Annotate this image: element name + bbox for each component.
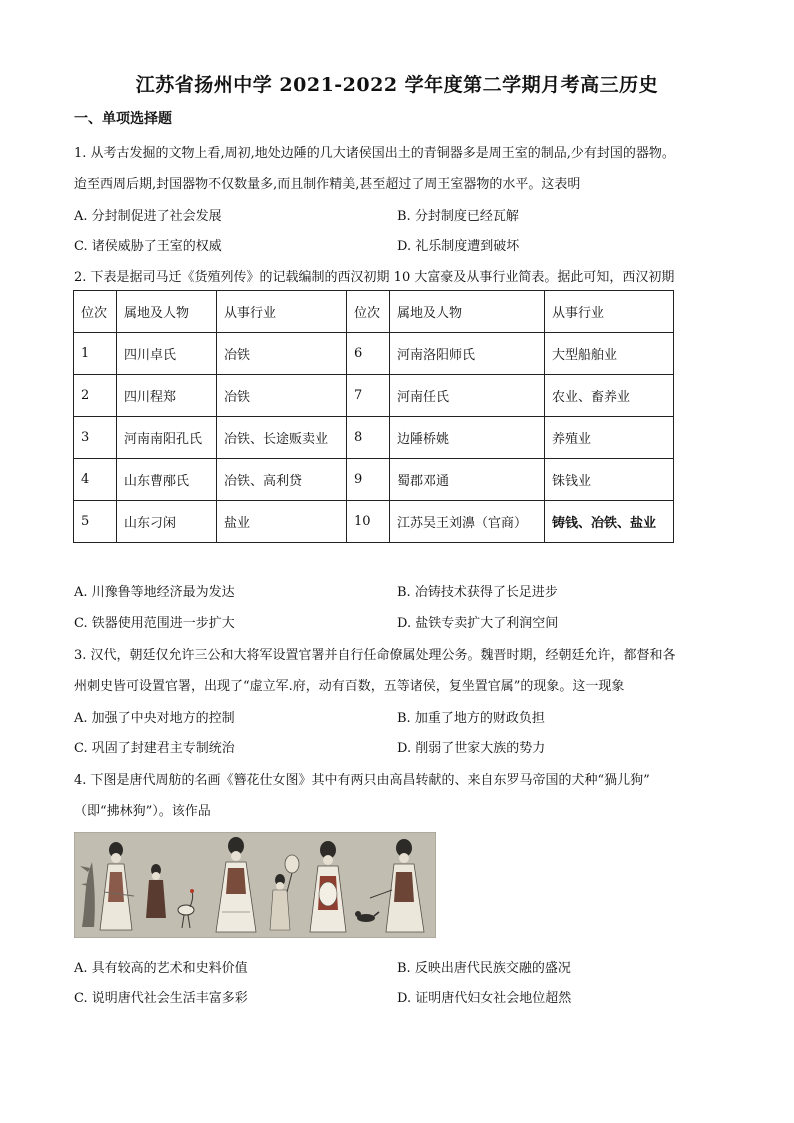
table-cell: 盐业 <box>217 501 347 543</box>
question-2-option-b: B. 冶铸技术获得了长足进步 <box>397 585 558 600</box>
table-cell: 冶铁 <box>217 375 347 417</box>
question-4-option-a: A. 具有较高的艺术和史料价值 <box>74 961 248 976</box>
table-cell: 大型船舶业 <box>545 333 674 375</box>
table-cell: 2 <box>74 375 117 417</box>
table-header-row <box>74 291 674 333</box>
question-1-option-d: D. 礼乐制度遭到破坏 <box>397 239 520 254</box>
table-row <box>74 501 674 543</box>
header-industry: 从事行业 <box>217 291 347 333</box>
question-2-option-a: A. 川豫鲁等地经济最为发达 <box>74 585 235 600</box>
table-cell: 1 <box>74 333 117 375</box>
question-3-option-a: A. 加强了中央对地方的控制 <box>74 711 235 726</box>
question-1-option-b: B. 分封制度已经瓦解 <box>397 209 519 224</box>
question-1-text-line-2: 迨至西周后期,封国器物不仅数量多,而且制作精美,甚至超过了周王室器物的水平。这表明 <box>74 177 581 192</box>
question-3-option-d: D. 削弱了世家大族的势力 <box>397 741 546 756</box>
table-row <box>74 459 674 501</box>
table-cell: 冶铁 <box>217 333 347 375</box>
table-cell: 蜀郡邓通 <box>390 459 545 501</box>
question-3-option-c: C. 巩固了封建君主专制统治 <box>74 741 235 756</box>
table-cell: 9 <box>347 459 390 501</box>
question-2-option-d: D. 盐铁专卖扩大了利润空间 <box>397 616 559 631</box>
question-4-option-b: B. 反映出唐代民族交融的盛况 <box>397 961 571 976</box>
table-cell: 冶铁、长途贩卖业 <box>217 417 347 459</box>
table-cell: 农业、畜养业 <box>545 375 674 417</box>
table-cell: 10 <box>347 501 390 543</box>
table-cell: 山东刁闲 <box>117 501 217 543</box>
table-cell: 河南洛阳师氏 <box>390 333 545 375</box>
wealthy-families-table <box>73 290 674 543</box>
table-cell: 3 <box>74 417 117 459</box>
header-place-person: 属地及人物 <box>390 291 545 333</box>
table-cell: 4 <box>74 459 117 501</box>
question-4-option-c: C. 说明唐代社会生活丰富多彩 <box>74 991 248 1006</box>
table-cell: 铢钱业 <box>545 459 674 501</box>
header-rank: 位次 <box>74 291 117 333</box>
table-cell: 江苏吴王刘濞（官商） <box>390 501 545 543</box>
question-3-text-line-2: 州刺史皆可设置官署，出现了“虚立军.府，动有百数，五等诸侯，复坐置官属”的现象。这一现象 <box>74 679 625 694</box>
question-4-text-line-2: （即“拂林狗”）。该作品 <box>74 804 211 819</box>
table-cell: 冶铁、高利贷 <box>217 459 347 501</box>
table-cell: 山东曹邴氏 <box>117 459 217 501</box>
court-ladies-painting-image <box>74 832 436 938</box>
table-cell: 四川程郑 <box>117 375 217 417</box>
question-2-option-c: C. 铁器使用范围进一步扩大 <box>74 616 235 631</box>
question-1-option-c: C. 诸侯威胁了王室的权威 <box>74 239 222 254</box>
question-2-text-line-1: 2. 下表是据司马迁《货殖列传》的记载编制的西汉初期 10 大富豪及从事行业简表。据此可知，西汉初期 <box>74 270 675 285</box>
table-row <box>74 375 674 417</box>
page-title: 江苏省扬州中学 2021-2022 学年度第二学期月考高三历史 <box>135 74 659 96</box>
table-cell: 8 <box>347 417 390 459</box>
table-cell: 铸钱、冶铁、盐业 <box>545 501 674 543</box>
table-cell: 河南南阳孔氏 <box>117 417 217 459</box>
table-row <box>74 417 674 459</box>
table-cell: 四川卓氏 <box>117 333 217 375</box>
question-1-option-a: A. 分封制促进了社会发展 <box>74 209 222 224</box>
section-heading: 一、单项选择题 <box>74 111 172 127</box>
table-cell: 6 <box>347 333 390 375</box>
question-1-text-line-1: 1. 从考古发掘的文物上看,周初,地处边陲的几大诸侯国出土的青铜器多是周王室的制品,少有封国的器物。 <box>74 146 675 161</box>
question-4-option-d: D. 证明唐代妇女社会地位超然 <box>397 991 572 1006</box>
question-3-option-b: B. 加重了地方的财政负担 <box>397 711 545 726</box>
header-rank: 位次 <box>347 291 390 333</box>
question-4-text-line-1: 4. 下图是唐代周舫的名画《簪花仕女图》其中有两只由高昌转献的、来自东罗马帝国的犬种“猧儿狗” <box>74 773 650 788</box>
table-cell: 5 <box>74 501 117 543</box>
header-industry: 从事行业 <box>545 291 674 333</box>
table-row <box>74 333 674 375</box>
table-cell: 河南任氏 <box>390 375 545 417</box>
question-3-text-line-1: 3. 汉代，朝廷仅允许三公和大将军设置官署并自行任命僚属处理公务。魏晋时期，经朝廷允许，都督和各 <box>74 648 676 663</box>
table-cell: 养殖业 <box>545 417 674 459</box>
table-cell: 7 <box>347 375 390 417</box>
table-cell: 边陲桥姚 <box>390 417 545 459</box>
header-place-person: 属地及人物 <box>117 291 217 333</box>
